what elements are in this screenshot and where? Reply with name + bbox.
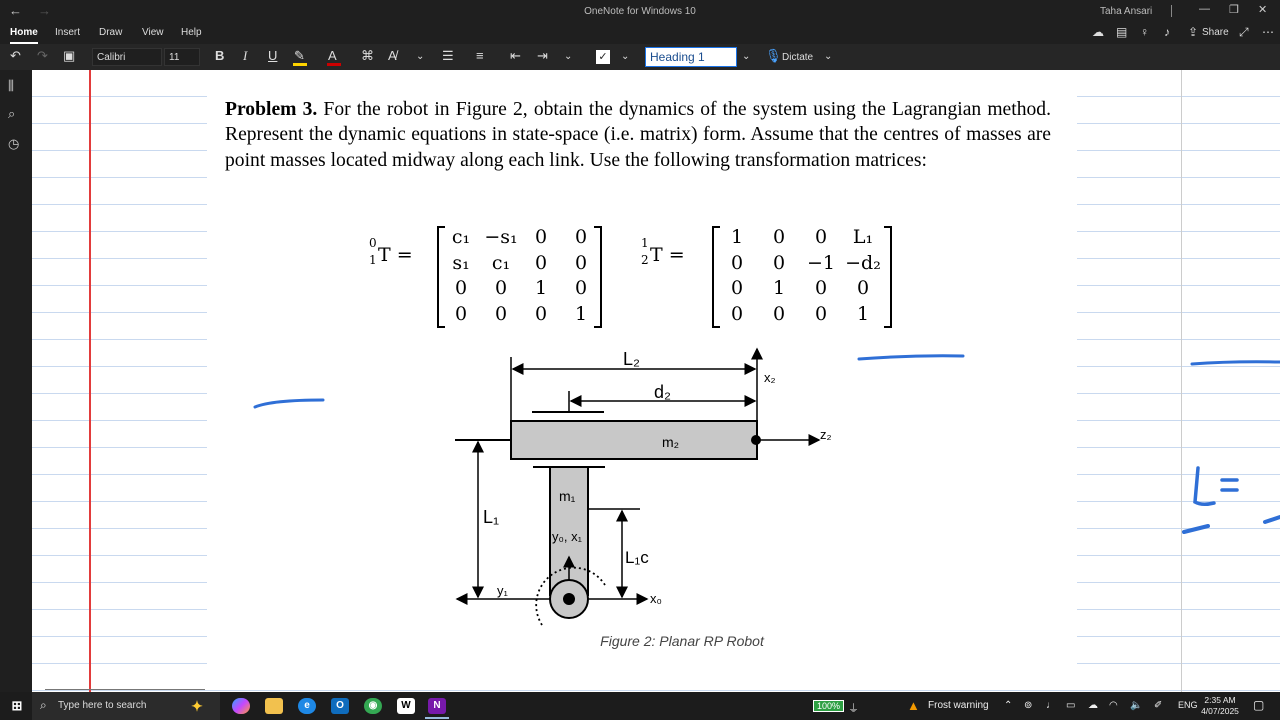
matrix2-cell: 1: [772, 277, 786, 299]
label-m2: m₂: [662, 434, 680, 450]
volume-icon[interactable]: 🔈: [1130, 700, 1143, 711]
ribbon-toolbar: [0, 44, 1280, 70]
tab-help[interactable]: Help: [181, 27, 202, 38]
microphone-icon[interactable]: 🎙: [765, 48, 782, 63]
tray-app-icon[interactable]: ⊚: [1024, 700, 1033, 711]
chevron-down-icon[interactable]: ⌄: [742, 51, 751, 62]
ink-equals[interactable]: [1222, 480, 1237, 490]
ink-stroke[interactable]: [255, 400, 323, 407]
notebooks-icon[interactable]: ⫼: [8, 78, 14, 93]
matrix2-cell: 0: [772, 251, 786, 274]
user-name[interactable]: Taha Ansari: [1100, 6, 1153, 17]
matrix2-cell: 1: [730, 226, 744, 248]
redo-icon[interactable]: ↷: [37, 48, 48, 63]
clear-format-icon[interactable]: A̸: [388, 48, 397, 63]
problem-label: Problem 3.: [225, 99, 318, 120]
active-app-indicator: [425, 717, 449, 719]
mic-icon[interactable]: ♩: [1046, 700, 1056, 711]
bell-icon[interactable]: ♪: [1164, 25, 1170, 39]
restore-icon[interactable]: ❐: [1229, 4, 1239, 16]
warning-icon[interactable]: ▲: [907, 698, 920, 713]
clock[interactable]: [1198, 695, 1242, 717]
tab-insert[interactable]: Insert: [55, 27, 81, 38]
app-title: OneNote for Windows 10: [584, 6, 696, 17]
matrix1-cell: 0: [574, 277, 588, 299]
highlight-color-bar: [293, 63, 307, 66]
left-nav-rail: [0, 70, 32, 692]
clipboard-icon[interactable]: ▣: [63, 48, 76, 63]
taskbar: [0, 692, 1280, 720]
font-name-field[interactable]: Calibri: [92, 48, 162, 66]
matrix2-cell: 1: [856, 302, 870, 325]
dictate-button[interactable]: Dictate: [782, 52, 814, 63]
matrix2-cell: 0: [772, 226, 786, 248]
search-placeholder: Type here to search: [58, 700, 147, 711]
matrix1-cell: 0: [454, 302, 468, 325]
chevron-up-icon[interactable]: ⌃: [1004, 700, 1013, 711]
label-l1: L₁: [483, 507, 500, 527]
clock-time: 2:35 AM: [1204, 695, 1236, 705]
italic-icon[interactable]: I: [243, 48, 248, 63]
share-icon[interactable]: ⇪: [1188, 25, 1199, 39]
plug-icon: ⏚: [848, 703, 859, 715]
matrix2-cell: 0: [730, 277, 744, 299]
chevron-down-icon[interactable]: ⌄: [564, 51, 573, 62]
matrix1-cell: 0: [534, 226, 548, 248]
edge-icon[interactable]: e: [298, 698, 316, 714]
matrix1-cell: −s₁: [484, 226, 518, 248]
matrix1-cell: c₁: [491, 251, 511, 274]
matrix2-cell: 0: [772, 302, 786, 325]
tab-home[interactable]: Home: [10, 27, 38, 38]
ink-layer[interactable]: [32, 70, 1280, 692]
weather-text[interactable]: Frost warning: [928, 700, 989, 711]
chevron-down-icon[interactable]: ⌄: [621, 51, 630, 62]
font-color-bar: [327, 63, 341, 66]
chrome-icon[interactable]: ◉: [364, 698, 382, 714]
sync-icon[interactable]: ☁: [1092, 25, 1104, 39]
onenote-icon[interactable]: N: [428, 698, 446, 714]
bullet-list-icon[interactable]: ☰: [442, 48, 454, 63]
ink-letter-l[interactable]: [1195, 468, 1214, 504]
style-dropdown[interactable]: Heading 1: [645, 47, 737, 67]
label-m1: m₁: [559, 488, 576, 504]
display-icon[interactable]: ▭: [1066, 700, 1076, 711]
language-indicator[interactable]: ENG: [1178, 700, 1198, 710]
label-y0-x1: y₀, x₁: [552, 529, 583, 544]
highlight-icon[interactable]: ✎: [294, 48, 305, 63]
recent-icon[interactable]: ◷: [8, 136, 20, 151]
onedrive-icon[interactable]: ☁: [1088, 700, 1098, 711]
page-icon[interactable]: ▤: [1116, 25, 1128, 39]
matrix2-cell: −1: [806, 251, 835, 274]
matrix1-cell: 1: [574, 302, 588, 325]
label-d2: d₂: [654, 382, 671, 402]
forward-arrow-icon[interactable]: →: [38, 3, 51, 18]
label-z2: z₂: [820, 427, 832, 442]
chevron-down-icon[interactable]: ⌄: [824, 51, 833, 62]
matrix2-cell: L₁: [852, 226, 874, 248]
title-divider: [1171, 5, 1172, 17]
matrix1-cell: s₁: [452, 251, 470, 274]
matrix1-cell: 0: [574, 226, 588, 248]
figure-caption: Figure 2: Planar RP Robot: [600, 633, 764, 649]
outdent-icon[interactable]: ⇤: [510, 48, 521, 63]
page-bottom-line: [45, 689, 205, 690]
more-icon[interactable]: ⋯: [1262, 25, 1274, 39]
tab-view[interactable]: View: [142, 27, 164, 38]
matrix2-cell: 0: [814, 226, 828, 248]
ink-stroke[interactable]: [1192, 362, 1280, 364]
battery-indicator[interactable]: 100%: [813, 700, 844, 712]
search-icon: ⌕: [40, 698, 47, 712]
menu-bar: [0, 22, 1280, 44]
problem-text: For the robot in Figure 2, obtain the dynamics of the system using the Lagrangian method. Represent the dynamic equations in state-space (i.e. matrix) form. Assume that the centres of masses are point masses located midway along each link. Use the following transformation matrices:: [225, 99, 1051, 171]
notification-icon[interactable]: ▢: [1253, 698, 1265, 712]
bold-icon[interactable]: B: [215, 48, 225, 63]
font-size-field[interactable]: 11: [164, 48, 200, 66]
label-l2: L₂: [623, 349, 640, 369]
matrix1-cell: 0: [454, 277, 468, 299]
clock-date: 4/07/2025: [1201, 706, 1239, 716]
matrix1-cell: 0: [534, 251, 548, 274]
outlook-icon[interactable]: O: [331, 698, 349, 714]
matrix1-cell: 0: [534, 302, 548, 325]
ink-stroke[interactable]: [859, 356, 963, 359]
fullscreen-icon[interactable]: ⤢: [1239, 25, 1249, 39]
todo-checkbox-icon[interactable]: ✓: [596, 50, 610, 64]
matrix2-cell: 0: [730, 251, 744, 274]
label-x0: x₀: [650, 591, 662, 606]
ink-stroke[interactable]: [1184, 526, 1208, 532]
problem-image[interactable]: Problem 3. For the robot in Figure 2, obtain the dynamics of the system using the Lagrangian method. Represent the dynamic equations in state-space (i.e. matrix) form. Assume that the centres of masses are point masses located midway along each link. Use the following transformation matrices: 0 1 T = c₁ −s₁ 0 0 s₁ c₁ 0 0 0 0 1 0 0 0 0 1 1 2 T = 1 0 0 L₁ 0 0 −1 −d₂ 0 1 0 0 0 0 0 1 L₂ d₂ x₂ z₂ m₂ m₁ L₁ y₀, x₁ L₁c y₁ x₀ Figure 2: Planar RP Robot: [207, 85, 1077, 685]
title-bar: [0, 0, 1280, 22]
matrix2-cell: 0: [814, 277, 828, 299]
label-y1: y₁: [497, 583, 508, 598]
windows-start-icon[interactable]: ⊞: [11, 698, 23, 713]
label-x2: x₂: [764, 370, 776, 385]
undo-icon[interactable]: ↶: [10, 48, 21, 63]
lightbulb-icon[interactable]: ♀: [1140, 25, 1149, 39]
ink-stroke[interactable]: [1265, 517, 1280, 522]
minimize-icon[interactable]: —: [1199, 3, 1210, 15]
share-button[interactable]: Share: [1202, 27, 1229, 38]
pen-icon[interactable]: ✐: [1154, 700, 1163, 711]
numbered-list-icon[interactable]: ≡: [476, 48, 484, 63]
wifi-icon[interactable]: ◠: [1109, 700, 1118, 711]
font-color-icon[interactable]: A: [328, 48, 337, 63]
copilot-icon[interactable]: [232, 698, 250, 714]
underline-icon[interactable]: U: [268, 48, 278, 63]
matrix2-cell: 0: [814, 302, 828, 325]
matrix1-cell: c₁: [451, 226, 471, 248]
matrix2-cell: −d₂: [845, 251, 881, 274]
chevron-down-icon[interactable]: ⌄: [416, 51, 425, 62]
note-page[interactable]: [32, 70, 1280, 692]
vscode-icon[interactable]: W: [397, 698, 415, 714]
sparkle-icon[interactable]: ✦: [191, 698, 203, 714]
format-painter-icon[interactable]: ⌘: [361, 48, 374, 63]
tab-draw[interactable]: Draw: [99, 27, 123, 38]
matrix1-cell: 1: [534, 277, 548, 299]
matrix2-cell: 0: [856, 277, 870, 299]
close-icon[interactable]: ✕: [1258, 4, 1268, 16]
search-icon[interactable]: ⌕: [8, 106, 16, 121]
file-explorer-icon[interactable]: [265, 698, 283, 714]
matrix1-cell: 0: [574, 251, 588, 274]
back-arrow-icon[interactable]: ←: [9, 3, 22, 18]
indent-icon[interactable]: ⇥: [537, 48, 548, 63]
matrix1-cell: 0: [494, 277, 508, 299]
label-l1c: L₁c: [625, 548, 649, 567]
matrix1-cell: 0: [494, 302, 508, 325]
matrix2-cell: 0: [730, 302, 744, 325]
